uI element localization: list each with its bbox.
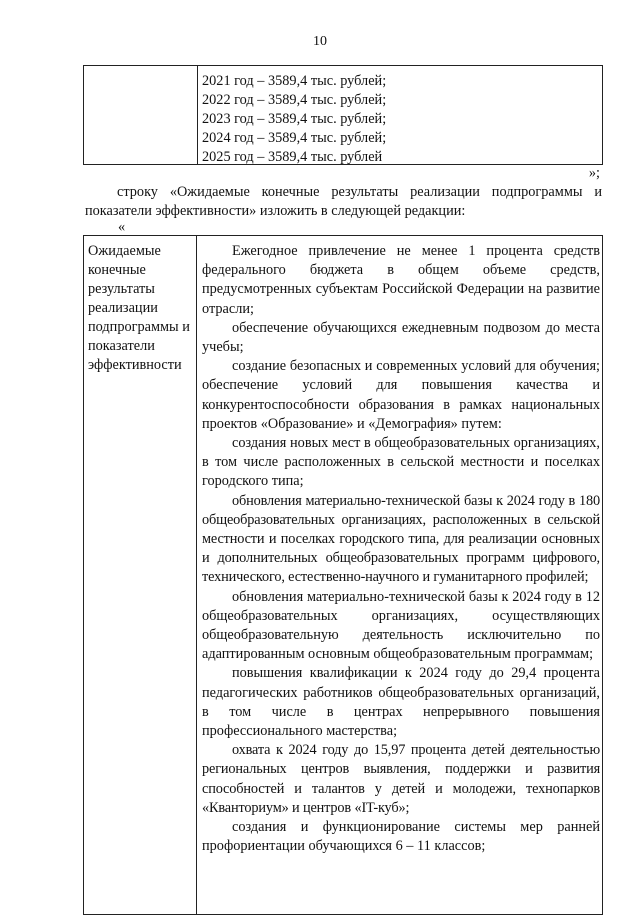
funding-table-values-cell (202, 72, 598, 167)
opening-quote: « (118, 219, 126, 235)
funding-line: 2021 год – 3589,4 тыс. рублей; (202, 73, 387, 89)
results-content-cell (202, 242, 600, 857)
results-paragraph: повышения квалификации к 2024 году до 29,4 процента педагогических работников общеобразовательных организаций, в том числе в центрах непрерывного повышения профессионального мастерства; (202, 665, 600, 740)
funding-line: 2024 год – 3589,4 тыс. рублей; (202, 130, 387, 146)
results-paragraph: обновления материально-технической базы к 2024 году в 12 общеобразовательных организациях, осуществляющих общеобразовательную деятельность исключительно по адаптированным основным общеобразовательным программам; (202, 588, 600, 663)
instruction-paragraph: строку «Ожидаемые конечные результаты реализации подпрограммы и показатели эффективности» изложить в следующей редакции: (85, 184, 602, 219)
results-label: Ожидаемые конечные результаты реализации подпрограммы и показатели эффективности (88, 243, 190, 373)
results-table-label-cell (84, 236, 197, 914)
results-paragraph: создание безопасных и современных условий для обучения; обеспечение условий для повышения качества и конкурентоспособности образования в рамках национальных проектов «Образование» и «Демография» путем: (202, 358, 600, 432)
results-paragraph: обеспечение обучающихся ежедневным подвозом до места учебы; (202, 319, 600, 356)
funding-table-label-cell (84, 66, 198, 164)
results-table (83, 235, 603, 915)
closing-quote: »; (588, 165, 600, 181)
funding-line: 2025 год – 3589,4 тыс. рублей (202, 149, 383, 165)
funding-line: 2023 год – 3589,4 тыс. рублей; (202, 111, 387, 127)
page-number: 10 (313, 34, 327, 49)
results-paragraph: Ежегодное привлечение не менее 1 процента средств федерального бюджета в общем объеме средств, предусмотренных субъектам Российской Федерации на развитие отрасли; (202, 243, 600, 317)
results-paragraph: обновления материально-технической базы к 2024 году в 180 общеобразовательных организациях, расположенных в сельской местности и поселках городского типа, для реализации основных и дополнительных общеобразовательных программ цифрового, технического, естественно-научного и гуманитарного профилей; (202, 492, 600, 586)
funding-table (83, 65, 603, 165)
results-paragraph: охвата к 2024 году до 15,97 процента детей деятельностью региональных центров выявления, поддержки и развития способностей и талантов у детей и молодежи, технопарков «Кванториум» и центров «IT-куб»; (202, 742, 600, 816)
results-paragraph: создания новых мест в общеобразовательных организациях, в том числе расположенных в сельской местности и поселках городского типа; (202, 435, 600, 490)
results-paragraph: создания и функционирование системы мер ранней профориентации обучающихся 6 – 11 классов; (202, 819, 600, 855)
funding-line: 2022 год – 3589,4 тыс. рублей; (202, 92, 387, 108)
